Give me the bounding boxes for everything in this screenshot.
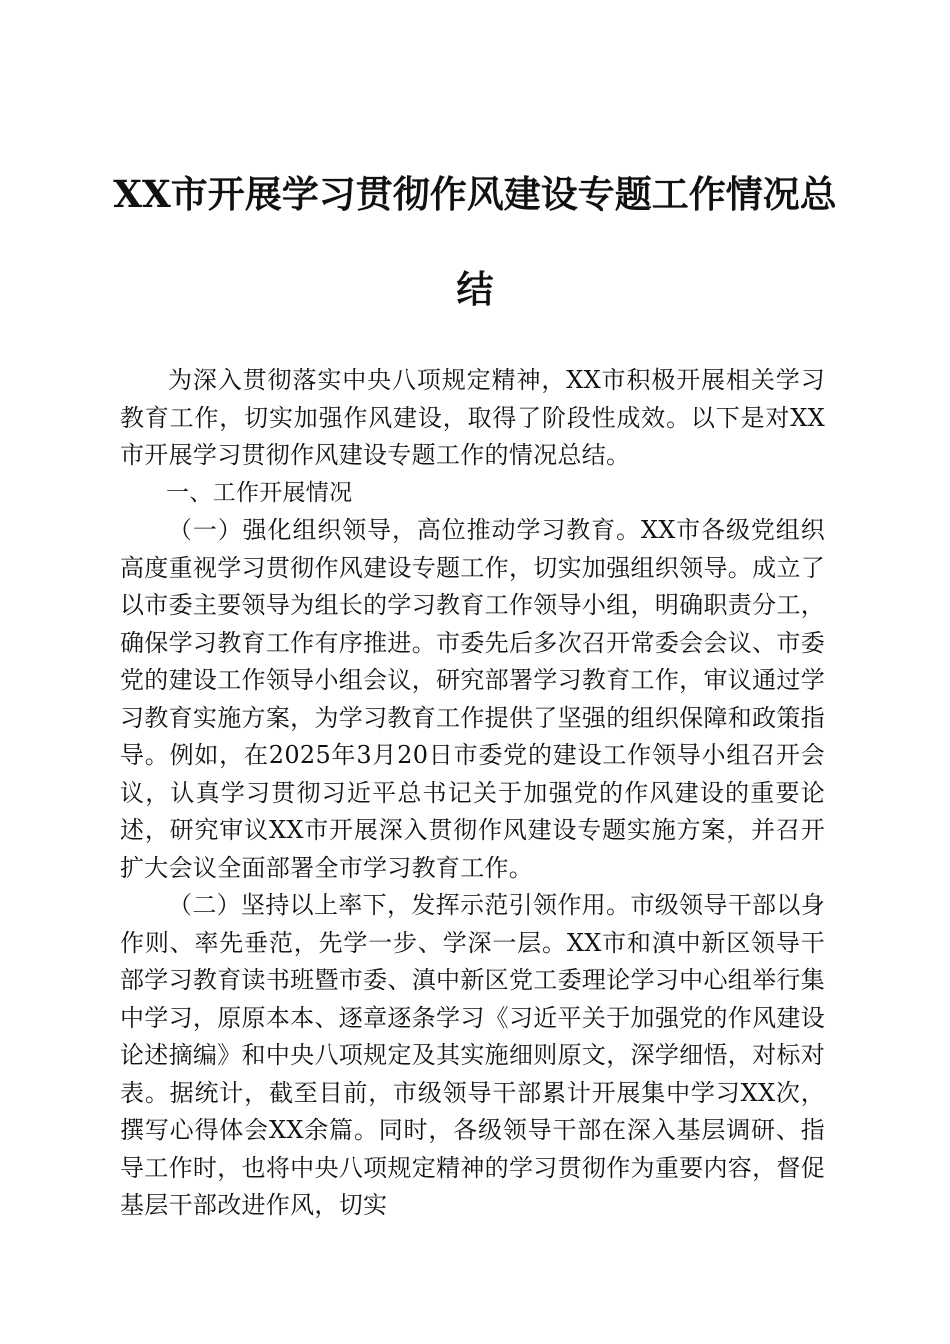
- item-2-lead: （二）坚持以上率下，发挥示范引领作用。: [168, 891, 631, 919]
- item-1-body: XX市各级党组织高度重视学习贯彻作风建设专题工作，切实加强组织领导。成立了以市委主要领导为组长的学习教育工作领导小组，明确职责分工，确保学习教育工作有序推进。市委先后多次召开常委会会议、市委党的建设工作领导小组会议，研究部署学习教育工作，审议通过学习教育实施方案，为学习教育工作提供了坚强的组织保障和政策指导。例如，在2025年3月20日市委党的建设工作领导小组召开会议，认真学习贯彻习近平总书记关于加强党的作风建设的重要论述，研究审议XX市开展深入贯彻作风建设专题实施方案，并召开扩大会议全面部署全市学习教育工作。: [120, 516, 825, 882]
- item-2-paragraph: [120, 887, 825, 1225]
- intro-paragraph: 为深入贯彻落实中央八项规定精神，XX市积极开展相关学习教育工作，切实加强作风建设，取得了阶段性成效。以下是对XX市开展学习贯彻作风建设专题工作的情况总结。: [120, 366, 825, 469]
- section-heading: 一、工作开展情况: [166, 479, 353, 506]
- item-1-lead: （一）强化组织领导，高位推动学习教育。: [168, 516, 641, 544]
- item-2-body: 市级领导干部以身作则、率先垂范，先学一步、学深一层。XX市和滇中新区领导干部学习教育读书班暨市委、滇中新区党工委理论学习中心组举行集中学习，原原本本、逐章逐条学习《习近平关于加强党的作风建设论述摘编》和中央八项规定及其实施细则原文，深学细悟，对标对表。据统计，截至目前，市级领导干部累计开展集中学习XX次，撰写心得体会XX余篇。同时，各级领导干部在深入基层调研、指导工作时，也将中央八项规定精神的学习贯彻作为重要内容，督促基层干部改进作风，切实: [120, 891, 825, 1219]
- item-1-paragraph: [120, 512, 825, 887]
- document-title: [110, 170, 840, 360]
- title-line-2: 结: [456, 267, 494, 311]
- title-line-1: XX市开展学习贯彻作风建设专题工作情况总: [113, 172, 837, 216]
- document-body: [120, 362, 825, 1225]
